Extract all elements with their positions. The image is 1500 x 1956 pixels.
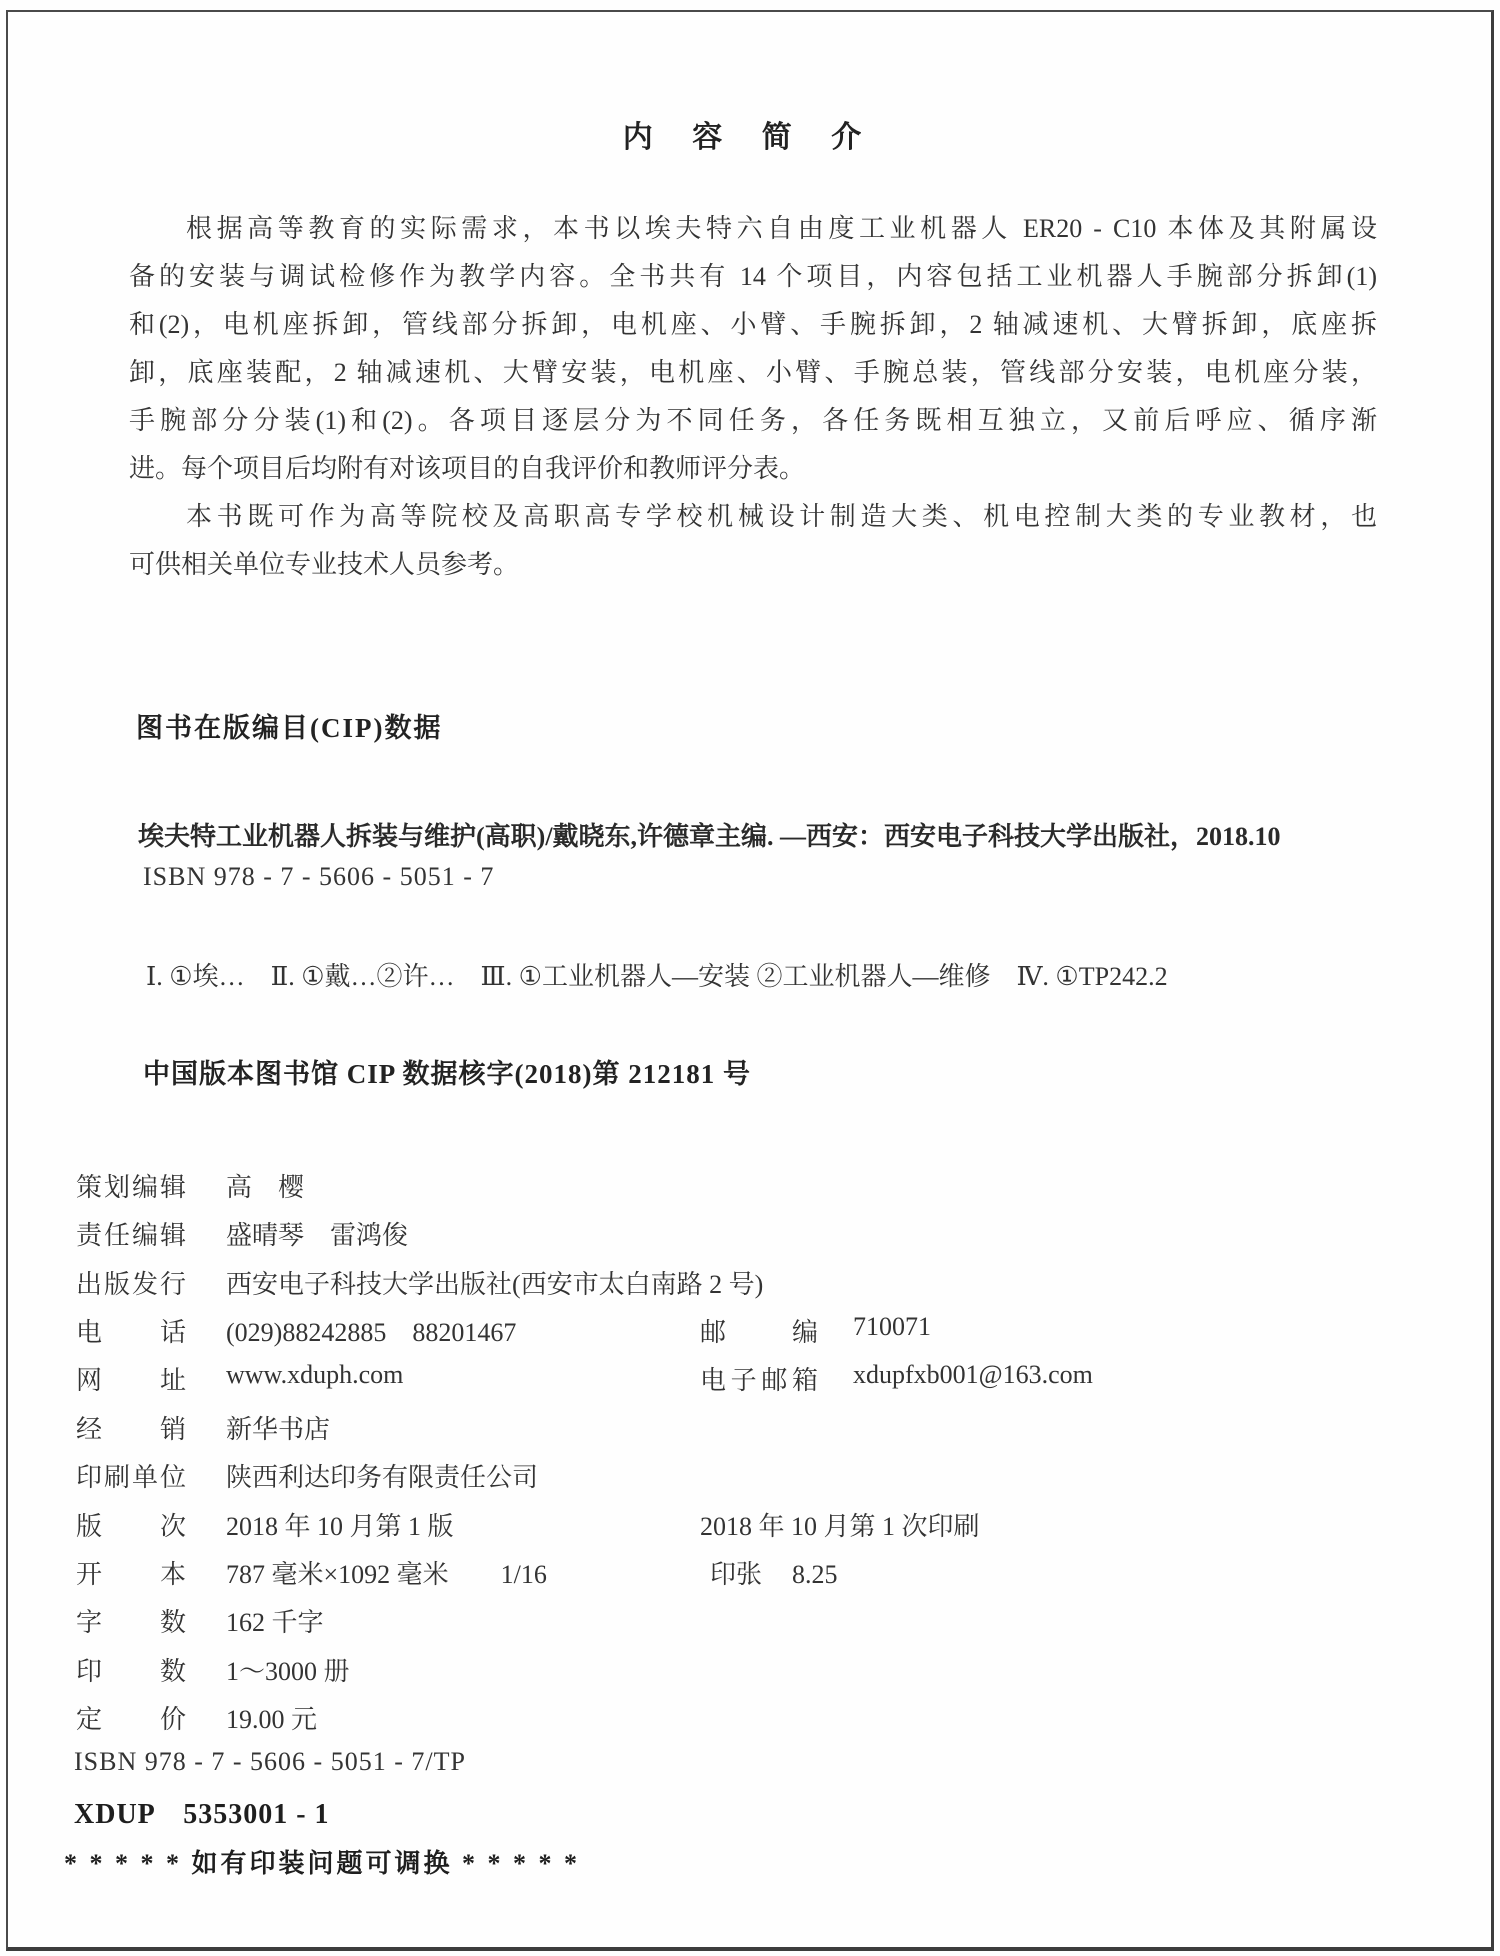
row-label: 开本 [76,1560,186,1589]
cip-isbn-line: ISBN 978 - 7 - 5606 - 5051 - 7 [143,862,495,891]
intro-line: 和(2)，电机座拆卸，管线部分拆卸，电机座、小臂、手腕拆卸，2 轴减速机、大臂拆卸，底座拆 [129,310,1377,339]
row-label: 印张 [710,1560,763,1589]
page-title: 内 容 简 介 [622,121,878,154]
row-label: 网址 [76,1366,186,1395]
intro-line: 卸，底座装配，2 轴减速机、大臂安装，电机座、小臂、手腕总装，管线部分安装，电机座分装， [129,358,1377,387]
row-label: 版次 [76,1512,186,1541]
intro-line: 本书既可作为高等院校及高职高专学校机械设计制造大类、机电控制大类的专业教材，也 [186,502,1377,531]
row-value: xdupfxb001@163.com [853,1360,1093,1389]
row-value: (029)88242885 88201467 [226,1318,517,1347]
row-value: 高 樱 [226,1173,305,1202]
row-value: 1～3000 册 [226,1657,350,1686]
row-value: 新华书店 [226,1415,331,1444]
row-value: 162 千字 [226,1608,324,1637]
colophon-row-phone [76,1312,1436,1352]
row-value: 787 毫米×1092 毫米 1/16 [226,1560,547,1589]
row-label: 策划编辑 [76,1173,186,1202]
colophon-row-price [76,1699,1436,1739]
xdup-code-line: XDUP 5353001 - 1 [74,1799,330,1830]
row-value: 西安电子科技大学出版社(西安市太白南路 2 号) [226,1270,764,1299]
colophon-row-publisher [76,1264,1436,1304]
colophon-row-word-count [76,1602,1436,1642]
row-value: 710071 [853,1312,931,1341]
row-second-column [700,1506,980,1543]
isbn-tp-line: ISBN 978 - 7 - 5606 - 5051 - 7/TP [74,1747,466,1776]
row-value: 19.00 元 [226,1705,318,1734]
intro-line: 备的安装与调试检修作为教学内容。全书共有 14 个项目，内容包括工业机器人手腕部分拆卸(1) [129,262,1377,291]
row-second-column [710,1554,838,1591]
row-value: 2018 年 10 月第 1 版 [226,1512,454,1541]
row-label: 电子邮箱 [700,1366,818,1395]
row-label: 字数 [76,1608,186,1637]
cip-book-line: 埃夫特工业机器人拆装与维护(高职)/戴晓东,许德章主编. —西安：西安电子科技大学出版社，2018.10 [138,822,1281,851]
colophon-row-edition [76,1506,1436,1546]
cip-classification-line: Ⅰ. ①埃… Ⅱ. ①戴…②许… Ⅲ. ①工业机器人—安装 ②工业机器人—维修 Ⅳ. ①TP242.2 [146,962,1168,991]
colophon-row-website [76,1360,1436,1400]
cip-record-number-line: 中国版本图书馆 CIP 数据核字(2018)第 212181 号 [143,1059,751,1089]
colophon-row-distributor [76,1409,1436,1449]
colophon-row-printer [76,1457,1436,1497]
intro-line: 根据高等教育的实际需求，本书以埃夫特六自由度工业机器人 ER20 - C10 本体及其附属设 [186,214,1377,243]
row-label: 经销 [76,1415,186,1444]
row-value: 盛晴琴 雷鸿俊 [226,1221,409,1250]
row-label: 责任编辑 [76,1221,186,1250]
row-label: 定价 [76,1705,186,1734]
row-label: 电话 [76,1318,186,1347]
colophon-row-print-run [76,1651,1436,1691]
row-value: 2018 年 10 月第 1 次印刷 [700,1512,980,1541]
colophon-row-planning-editor [76,1167,1436,1207]
row-label: 印数 [76,1657,186,1686]
row-value: www.xduph.com [226,1360,404,1389]
row-second-column [700,1312,931,1349]
binding-problem-note: * * * * * 如有印装问题可调换 * * * * * [64,1849,581,1878]
colophon-row-format [76,1554,1436,1594]
cip-heading: 图书在版编目(CIP)数据 [136,713,443,743]
row-second-column [700,1360,1093,1397]
row-label: 出版发行 [76,1270,186,1299]
colophon-row-responsible-editor [76,1215,1436,1255]
row-label: 邮编 [700,1318,818,1347]
row-label: 印刷单位 [76,1463,186,1492]
intro-line: 可供相关单位专业技术人员参考。 [129,550,520,579]
row-value: 陕西利达印务有限责任公司 [226,1463,539,1492]
intro-line: 手腕部分分装(1)和(2)。各项目逐层分为不同任务，各任务既相互独立，又前后呼应、循序渐 [129,406,1377,435]
row-value: 8.25 [792,1560,838,1589]
intro-line: 进。每个项目后均附有对该项目的自我评价和教师评分表。 [129,454,806,483]
intro-paragraphs [129,205,1377,589]
